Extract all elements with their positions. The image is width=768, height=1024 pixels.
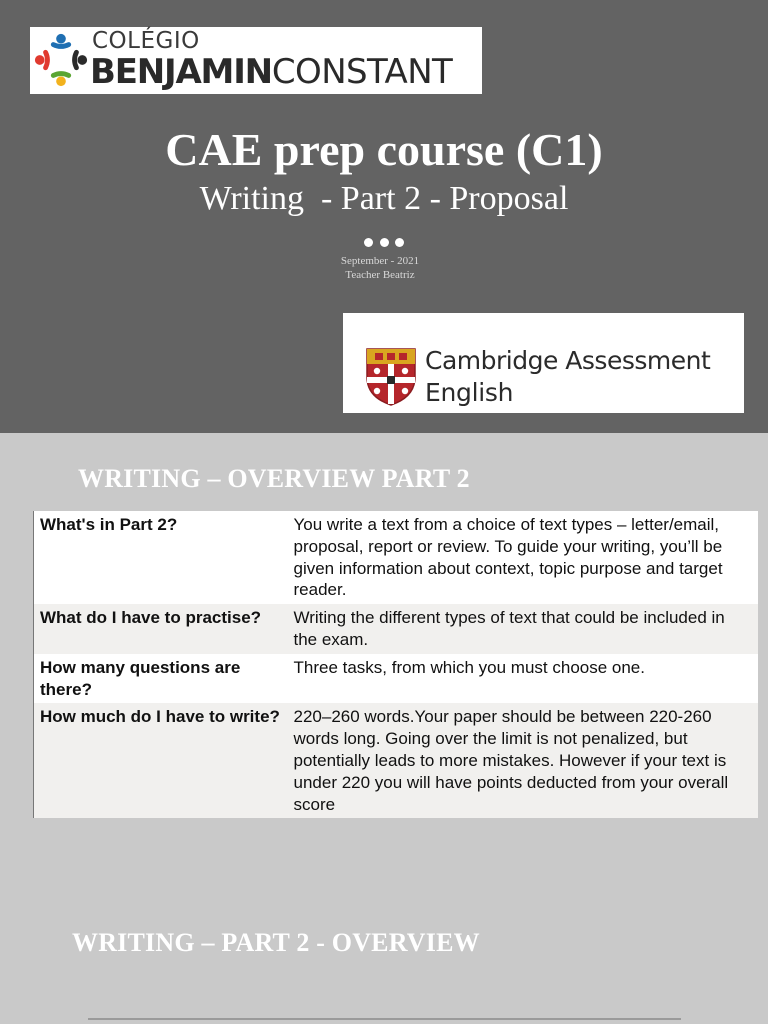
answer-cell: 220–260 words.Your paper should be between 220-260 words long. Going over the limit is not penalized, but potentially leads to more mistakes. However if your text is under 220 you will have points deducted from your overall score (288, 703, 758, 818)
answer-cell: Three tasks, from which you must choose one. (288, 654, 758, 704)
question-cell: How many questions are there? (34, 654, 288, 704)
question-cell: What's in Part 2? (34, 511, 288, 604)
question-cell: What do I have to practise? (34, 604, 288, 654)
teacher-name: Teacher Beatriz (345, 269, 415, 281)
dot-icon (395, 238, 404, 247)
colorful-people-circle-icon (32, 31, 90, 89)
title-slide (0, 0, 768, 433)
colegio-benjamin-constant-logo (30, 27, 482, 94)
answer-cell: Writing the different types of text that could be included in the exam. (288, 604, 758, 654)
school-logo-line2 (90, 52, 453, 92)
divider-line (88, 1018, 681, 1020)
course-title: CAE prep course (C1) (165, 124, 603, 175)
table-row (34, 654, 758, 704)
part2-overview-slide (0, 898, 768, 1024)
overview-table (33, 511, 758, 818)
exam-logo-line1: Cambridge Assessment (425, 346, 711, 375)
overview-heading: WRITING – OVERVIEW PART 2 (78, 464, 470, 493)
table-row (34, 604, 758, 654)
exam-logo-line2: English (425, 378, 514, 407)
course-subtitle: Writing - Part 2 - Proposal (199, 180, 569, 217)
school-logo-line1: COLÉGIO (92, 28, 200, 54)
answer-cell: You write a text from a choice of text types – letter/email, proposal, report or review. To guide your writing, you’ll be given information about context, topic purpose and target reader. (288, 511, 758, 604)
table-row (34, 703, 758, 818)
cambridge-assessment-english-logo (343, 313, 744, 413)
table-row (34, 511, 758, 604)
dot-icon (364, 238, 373, 247)
cambridge-shield-icon (365, 347, 417, 407)
course-date: September - 2021 (340, 255, 420, 267)
part2-overview-heading: WRITING – PART 2 - OVERVIEW (72, 928, 480, 957)
dot-icon (380, 238, 389, 247)
ellipsis-dots-icon (364, 238, 404, 250)
school-logo-benjamin: BENJAMIN (90, 52, 272, 92)
overview-slide (0, 433, 768, 898)
question-cell: How much do I have to write? (34, 703, 288, 818)
school-logo-constant: CONSTANT (271, 52, 453, 92)
